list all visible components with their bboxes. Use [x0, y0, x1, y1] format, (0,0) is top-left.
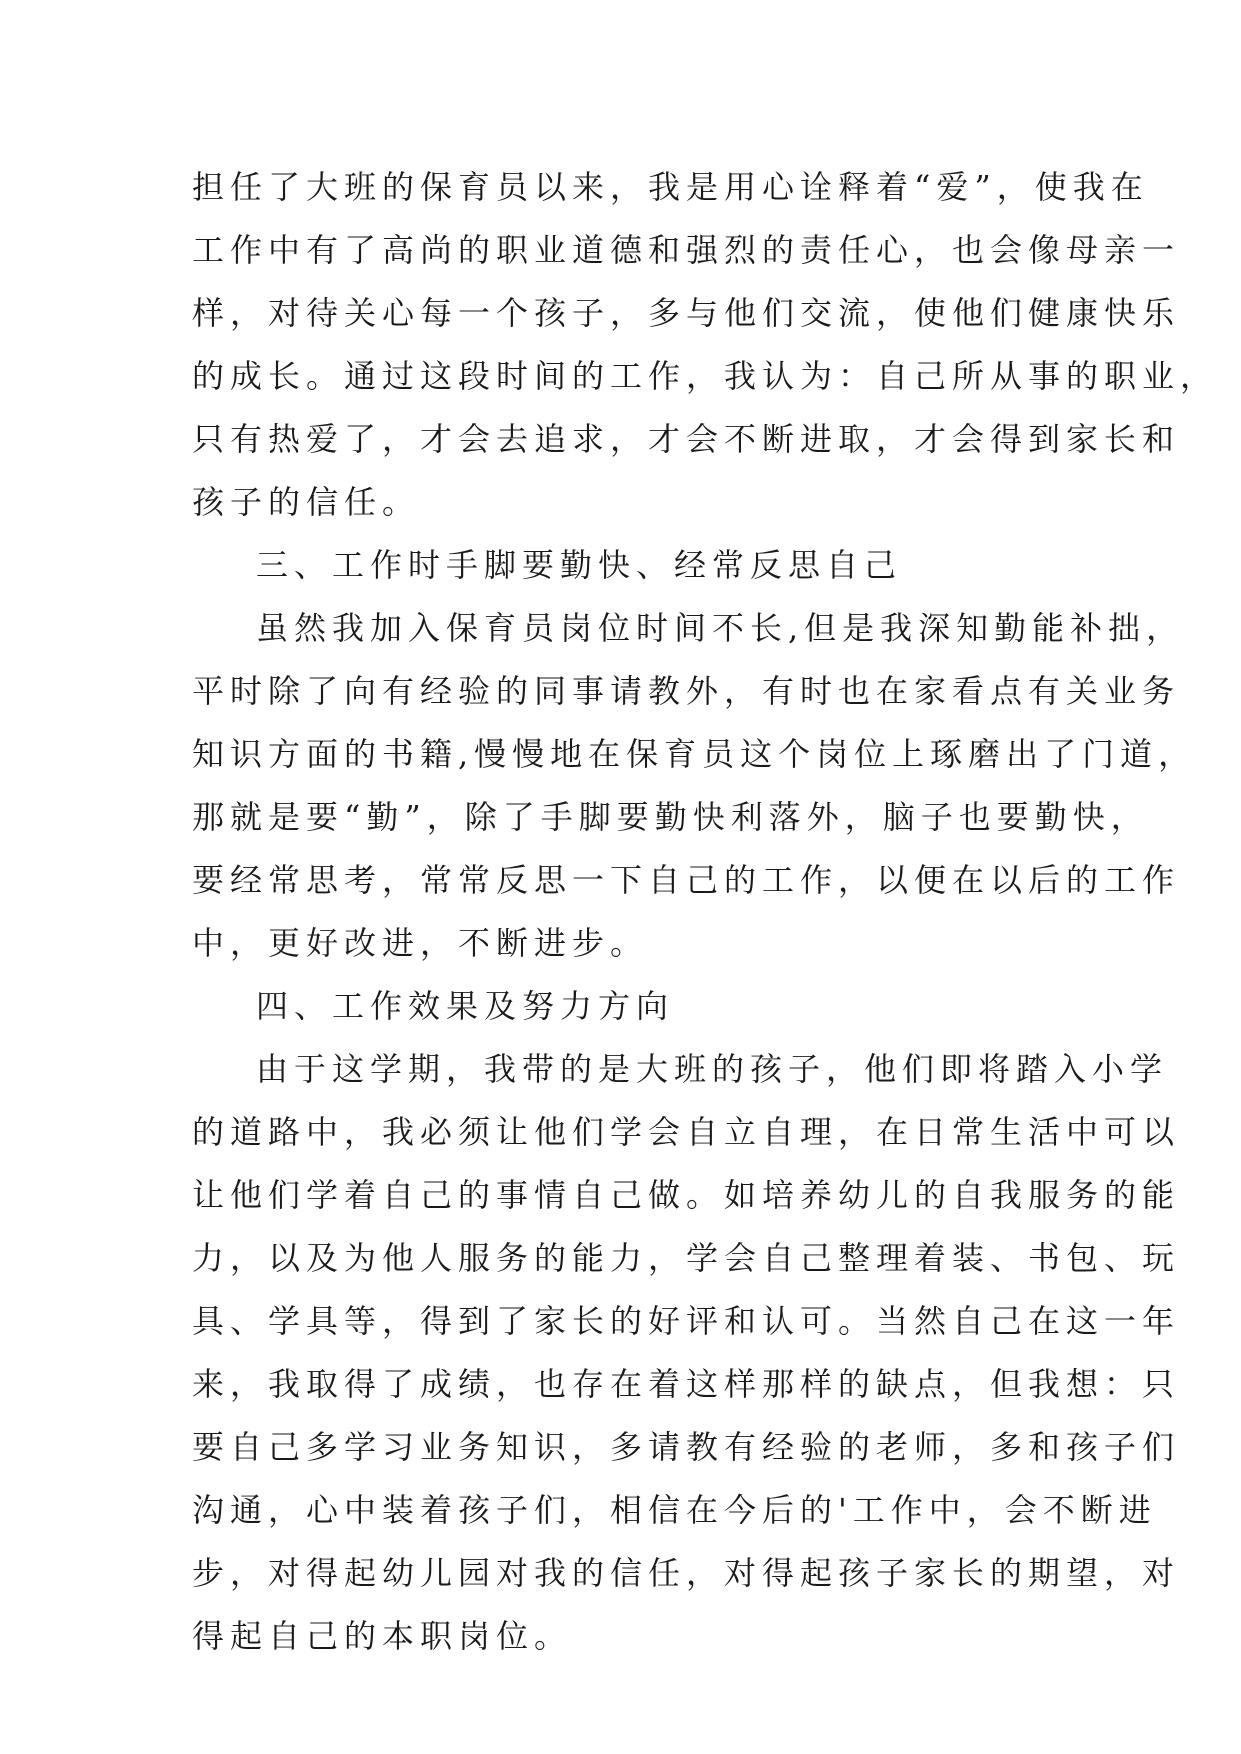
- text-line: 孩子的信任。: [192, 483, 421, 521]
- text-line: 只有热爱了，才会去追求，才会不断进取，才会得到家长和: [192, 420, 1181, 458]
- text-line: 的成长。通过这段时间的工作，我认为：自己所从事的职业，: [192, 357, 1219, 395]
- text-line: 具、学具等，得到了家长的好评和认可。当然自己在这一年: [192, 1302, 1181, 1340]
- text-line: 沟通，心中装着孩子们，相信在今后的'工作中，会不断进: [192, 1491, 1157, 1529]
- text-line: 那就是要“勤”，除了手脚要勤快利落外，脑子也要勤快，: [192, 798, 1149, 836]
- text-line: 力，以及为他人服务的能力，学会自己整理着装、书包、玩: [192, 1239, 1181, 1277]
- text-line: 来，我取得了成绩，也存在着这样那样的缺点，但我想：只: [192, 1365, 1181, 1403]
- text-line: 工作中有了高尚的职业道德和强烈的责任心，也会像母亲一: [192, 231, 1181, 269]
- text-line: 样，对待关心每一个孩子，多与他们交流，使他们健康快乐: [192, 294, 1181, 332]
- text-line: 平时除了向有经验的同事请教外，有时也在家看点有关业务: [192, 672, 1181, 710]
- text-line: 步，对得起幼儿园对我的信任，对得起孩子家长的期望，对: [192, 1554, 1181, 1592]
- text-line: 的道路中，我必须让他们学会自立自理，在日常生活中可以: [192, 1113, 1181, 1151]
- text-line: 要经常思考，常常反思一下自己的工作，以便在以后的工作: [192, 861, 1181, 899]
- text-line: 知识方面的书籍,慢慢地在保育员这个岗位上琢磨出了门道，: [192, 735, 1197, 773]
- text-line: 由于这学期，我带的是大班的孩子，他们即将踏入小学: [256, 1050, 1169, 1088]
- section-heading: 四、工作效果及努力方向: [256, 987, 675, 1025]
- text-line: 要自己多学习业务知识，多请教有经验的老师，多和孩子们: [192, 1428, 1181, 1466]
- text-line: 得起自己的本职岗位。: [192, 1617, 573, 1655]
- section-heading: 三、工作时手脚要勤快、经常反思自己: [256, 546, 903, 584]
- text-line: 虽然我加入保育员岗位时间不长,但是我深知勤能补拙，: [256, 609, 1185, 647]
- text-line: 让他们学着自己的事情自己做。如培养幼儿的自我服务的能: [192, 1176, 1181, 1214]
- text-line: 担任了大班的保育员以来，我是用心诠释着“爱”，使我在: [192, 168, 1149, 206]
- text-line: 中，更好改进，不断进步。: [192, 924, 649, 962]
- body-text: [192, 156, 1219, 1668]
